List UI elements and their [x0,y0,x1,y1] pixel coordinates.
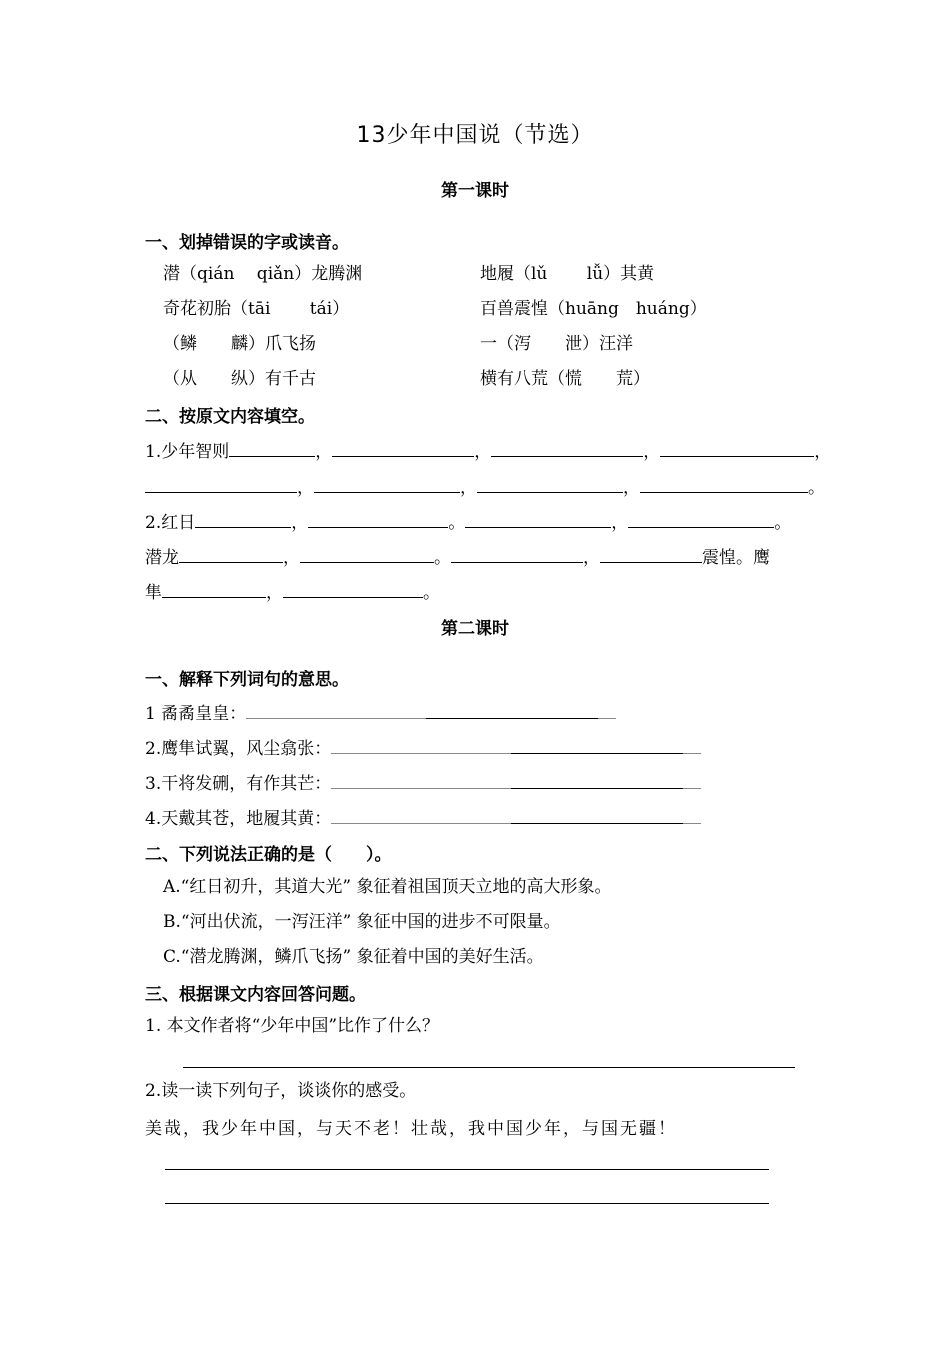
q2-prefix: 2.红日 [145,513,196,533]
answer-blank[interactable] [332,438,474,457]
comma: ， [283,548,300,568]
definition-prompt: 3.干将发硎，有作其芒： [145,774,332,794]
answer-blank[interactable] [598,700,616,719]
lesson1-heading: 第一课时 [441,181,509,201]
answer-blank[interactable] [331,770,511,789]
answer-blank[interactable] [426,700,598,719]
fill-in-q2-cont2 [145,579,440,605]
answer-blank[interactable] [628,509,774,528]
comma: ， [460,478,477,498]
lesson1-part1-heading: 一、划掉错误的字或读音。 [145,233,349,253]
answer-blank[interactable] [683,735,701,754]
quoted-sentence: 美哉，我少年中国，与天不老！壮哉，我中国少年，与国无疆！ [145,1119,677,1139]
answer-blank[interactable] [300,544,434,563]
q2-line2-prefix: 潜龙 [145,548,179,568]
choice-option-c[interactable]: C.“潜龙腾渊，鳞爪飞扬” 象征着中国的美好生活。 [163,947,544,967]
answer-line[interactable] [165,1203,769,1204]
definition-q3 [145,770,701,796]
answer-line[interactable] [183,1067,795,1068]
answer-blank[interactable] [491,438,643,457]
lesson1-part2-heading: 二、按原文内容填空。 [145,407,315,427]
lesson2-heading: 第二课时 [441,619,509,639]
pinyin-item: （从 纵）有千古 [163,369,316,389]
answer-blank[interactable] [229,438,315,457]
pinyin-item: （鳞 麟）爪飞扬 [163,334,316,354]
answer-blank[interactable] [451,544,583,563]
definition-prompt: 4.天戴其苍，地履其黄： [145,809,332,829]
comma: ， [297,478,314,498]
comma: ， [291,513,309,533]
period: 。 [448,513,466,533]
period: 。 [434,548,451,568]
definition-q1 [145,700,616,726]
fill-in-q2-cont [145,544,770,570]
pinyin-item: 一（泻 泄）汪洋 [480,334,633,354]
question-1: 1. 本文作者将“少年中国”比作了什么？ [145,1016,440,1036]
answer-blank[interactable] [246,700,426,719]
fill-in-q2 [145,509,791,535]
q2-line3-prefix: 隼 [145,583,162,603]
pinyin-item: 奇花初胎（tāi tái） [163,299,350,319]
answer-blank[interactable] [331,735,511,754]
answer-blank[interactable] [162,579,266,598]
definition-q2 [145,735,701,761]
answer-blank[interactable] [511,805,683,824]
choice-option-b[interactable]: B.“河出伏流，一泻汪洋” 象征中国的进步不可限量。 [163,912,561,932]
answer-blank[interactable] [145,474,297,493]
comma: ， [643,442,661,462]
answer-blank[interactable] [331,805,511,824]
definition-q4 [145,805,701,831]
q2-line2-word: 震惶。鹰 [702,548,770,568]
answer-blank[interactable] [465,509,611,528]
comma: ， [623,478,640,498]
answer-blank[interactable] [600,544,702,563]
answer-blank[interactable] [477,474,623,493]
q1-prefix: 1.少年智则 [145,442,230,462]
pinyin-item: 潜（qián qiǎn）龙腾渊 [163,264,363,284]
comma: ， [315,442,333,462]
answer-blank[interactable] [660,438,814,457]
answer-blank[interactable] [179,544,283,563]
definition-prompt: 1 矞矞皇皇： [145,704,247,724]
answer-blank[interactable] [308,509,448,528]
fill-in-q1-cont [145,474,825,500]
worksheet-title: 13少年中国说（节选） [356,123,594,148]
lesson2-part3-heading: 三、根据课文内容回答问题。 [145,985,366,1005]
fill-in-q1 [145,438,831,464]
pinyin-item: 地履（lǔ lǚ）其黄 [480,264,655,284]
comma: ， [814,442,832,462]
answer-blank[interactable] [195,509,291,528]
answer-blank[interactable] [314,474,460,493]
comma: ， [611,513,629,533]
choice-option-a[interactable]: A.“红日初升，其道大光” 象征着祖国顶天立地的高大形象。 [163,877,612,897]
lesson2-part2-heading: 二、下列说法正确的是（ ）。 [145,845,392,865]
pinyin-item: 百兽震惶（huāng huáng） [480,299,707,319]
comma: ， [583,548,600,568]
answer-blank[interactable] [511,735,683,754]
answer-blank[interactable] [283,579,423,598]
answer-blank[interactable] [683,805,701,824]
period: 。 [774,513,792,533]
definition-prompt: 2.鹰隼试翼，风尘翕张： [145,739,332,759]
answer-blank[interactable] [640,474,808,493]
question-2: 2.读一读下列句子，谈谈你的感受。 [145,1081,417,1101]
answer-blank[interactable] [511,770,683,789]
pinyin-item: 横有八荒（慌 荒） [480,369,650,389]
period: 。 [808,478,825,498]
answer-line[interactable] [165,1169,769,1170]
comma: ， [474,442,492,462]
comma: ， [266,583,283,603]
answer-blank[interactable] [683,770,701,789]
lesson2-part1-heading: 一、解释下列词句的意思。 [145,670,349,690]
period: 。 [423,583,440,603]
